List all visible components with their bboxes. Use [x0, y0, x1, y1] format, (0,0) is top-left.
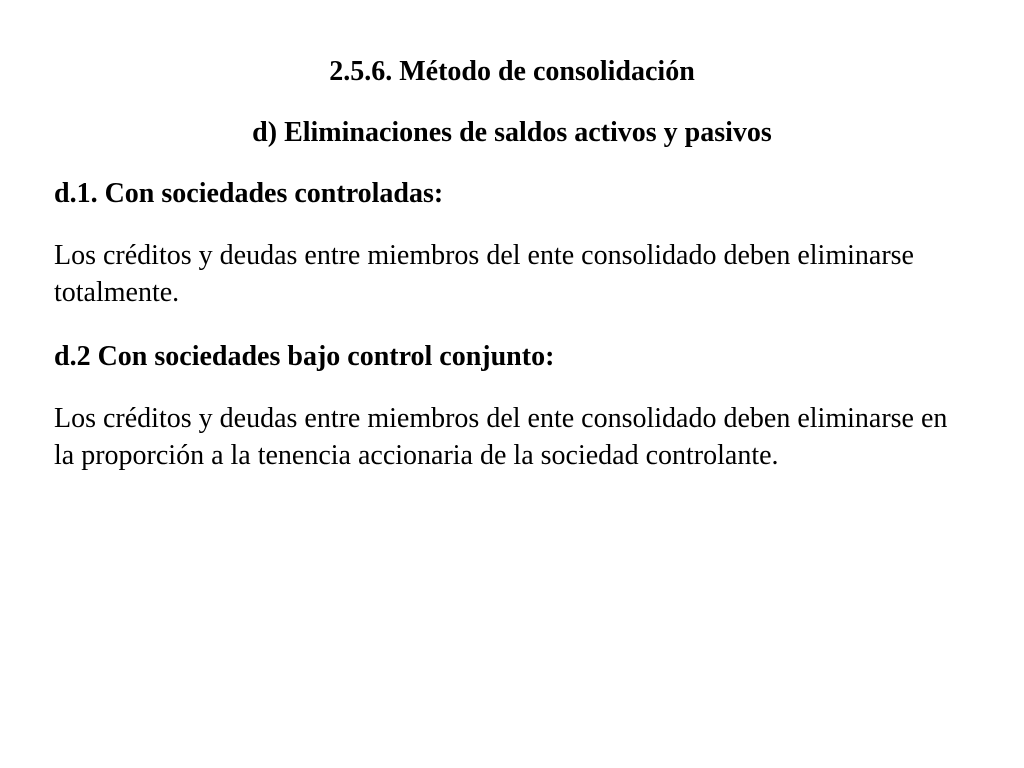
section1-text: Los créditos y deudas entre miembros del ente consolidado deben eliminarse totalmente. [54, 240, 914, 308]
section1-heading: d.1. Con sociedades controladas: [54, 178, 444, 209]
slide-title: 2.5.6. Método de consolidación [329, 56, 695, 87]
section2-text: Los créditos y deudas entre miembros del ente consolidado deben eliminarse en la proporción a la tenencia accionaria de la sociedad controlante. [54, 403, 948, 471]
slide-subtitle: d) Eliminaciones de saldos activos y pasivos [252, 117, 772, 148]
section2-heading: d.2 Con sociedades bajo control conjunto: [54, 341, 555, 372]
